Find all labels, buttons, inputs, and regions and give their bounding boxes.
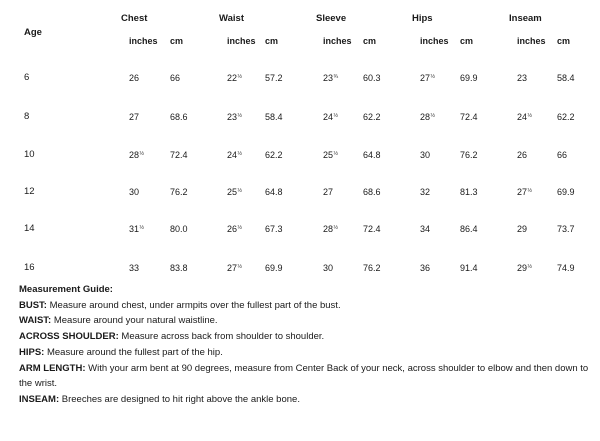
cm-cell: 62.2	[363, 112, 381, 122]
cm-cell: 62.2	[265, 150, 283, 160]
cm-cell: 64.8	[363, 150, 381, 160]
cm-cell: 66	[557, 150, 568, 160]
inches-cell	[227, 223, 242, 237]
guide-item-text: Measure around your natural waistline.	[51, 315, 218, 327]
inches-cell	[420, 111, 435, 125]
guide-title: Measurement Guide:	[19, 284, 113, 295]
unit-header-hips-inches: inches	[420, 36, 449, 46]
inches-whole: 32	[420, 187, 431, 197]
inches-fraction: ½	[139, 151, 145, 157]
guide-item-label: INSEAM:	[19, 393, 60, 405]
column-header-inseam: Inseam	[509, 13, 542, 24]
unit-header-chest-inches: inches	[129, 36, 158, 46]
guide-item	[19, 392, 594, 408]
inches-cell	[129, 149, 144, 163]
inches-whole: 27	[517, 187, 528, 197]
cm-cell: 91.4	[460, 263, 478, 273]
inches-cell	[323, 186, 333, 198]
inches-cell	[129, 72, 139, 84]
inches-cell	[420, 149, 430, 161]
inches-fraction: ½	[237, 188, 243, 194]
cm-cell: 81.3	[460, 187, 478, 197]
guide-item-text: Measure around the fullest part of the hip.	[44, 346, 223, 358]
unit-header-inseam-inches: inches	[517, 36, 546, 46]
cm-cell: 72.4	[363, 224, 381, 234]
inches-fraction: ½	[527, 188, 533, 194]
inches-fraction: ½	[430, 113, 436, 119]
cm-cell: 69.9	[460, 73, 478, 83]
inches-cell	[517, 262, 532, 276]
inches-whole: 30	[420, 150, 431, 160]
inches-whole: 30	[323, 263, 334, 273]
inches-whole: 27	[227, 263, 238, 273]
inches-whole: 26	[227, 224, 238, 234]
guide-item-label: WAIST:	[19, 315, 52, 327]
inches-whole: 24	[323, 112, 334, 122]
age-cell: 16	[24, 262, 35, 273]
inches-whole: 28	[420, 112, 431, 122]
unit-header-inseam-cm: cm	[557, 36, 571, 46]
cm-cell: 74.9	[557, 263, 575, 273]
inches-cell	[227, 149, 242, 163]
unit-header-chest-cm: cm	[170, 36, 184, 46]
inches-whole: 27	[323, 187, 334, 197]
inches-whole: 34	[420, 224, 431, 234]
cm-cell: 76.2	[363, 263, 381, 273]
inches-whole: 23	[517, 73, 528, 83]
age-header: Age	[24, 27, 42, 38]
guide-item-label: ACROSS SHOULDER:	[19, 331, 119, 343]
inches-cell	[323, 111, 338, 125]
inches-whole: 22	[227, 73, 238, 83]
inches-fraction: ½	[333, 113, 339, 119]
inches-cell	[129, 186, 139, 198]
inches-cell	[227, 111, 242, 125]
inches-cell	[420, 186, 430, 198]
age-cell: 10	[24, 149, 35, 160]
inches-whole: 30	[129, 187, 140, 197]
guide-item-label: HIPS:	[19, 346, 45, 358]
unit-header-sleeve-cm: cm	[363, 36, 377, 46]
inches-whole: 27	[129, 112, 140, 122]
inches-whole: 23	[227, 112, 238, 122]
cm-cell: 67.3	[265, 224, 283, 234]
inches-cell	[323, 262, 333, 274]
guide-item	[19, 361, 594, 392]
guide-item-text: Measure across back from shoulder to shoulder.	[118, 331, 325, 343]
column-header-waist: Waist	[219, 13, 244, 24]
inches-whole: 29	[517, 224, 528, 234]
cm-cell: 64.8	[265, 187, 283, 197]
inches-fraction: ½	[237, 113, 243, 119]
age-cell: 8	[24, 111, 30, 122]
cm-cell: 80.0	[170, 224, 188, 234]
guide-item	[19, 313, 594, 329]
guide-item	[19, 345, 594, 361]
inches-whole: 28	[129, 150, 140, 160]
guide-item-label: ARM LENGTH:	[19, 362, 86, 374]
inches-cell	[420, 262, 430, 274]
inches-whole: 24	[227, 150, 238, 160]
inches-fraction: ½	[237, 225, 243, 231]
inches-fraction: ½	[237, 264, 243, 270]
age-cell: 14	[24, 223, 35, 234]
inches-cell	[517, 149, 527, 161]
inches-cell	[129, 111, 139, 123]
measurement-guide	[19, 282, 594, 408]
guide-item-label: BUST:	[19, 299, 47, 311]
inches-cell	[227, 186, 242, 200]
cm-cell: 66	[170, 73, 181, 83]
guide-item	[19, 298, 594, 314]
column-header-chest: Chest	[121, 13, 148, 24]
inches-whole: 28	[323, 224, 334, 234]
inches-whole: 23	[323, 73, 334, 83]
inches-whole: 31	[129, 224, 140, 234]
guide-item-text: With your arm bent at 90 degrees, measure from Center Back of your neck, across shoulder to elbow and then down to the wrist.	[19, 362, 589, 390]
cm-cell: 72.4	[460, 112, 478, 122]
column-header-hips: Hips	[412, 13, 433, 24]
inches-whole: 26	[517, 150, 528, 160]
cm-cell: 83.8	[170, 263, 188, 273]
guide-item-text: Measure around chest, under armpits over the fullest part of the bust.	[46, 299, 341, 311]
inches-cell	[517, 223, 527, 235]
inches-whole: 25	[323, 150, 334, 160]
inches-whole: 33	[129, 263, 140, 273]
inches-cell	[227, 262, 242, 276]
cm-cell: 58.4	[557, 73, 575, 83]
unit-header-hips-cm: cm	[460, 36, 474, 46]
cm-cell: 62.2	[557, 112, 575, 122]
inches-whole: 26	[129, 73, 140, 83]
unit-header-waist-cm: cm	[265, 36, 279, 46]
unit-header-waist-inches: inches	[227, 36, 256, 46]
inches-cell	[323, 149, 338, 163]
inches-cell	[420, 223, 430, 235]
inches-cell	[129, 262, 139, 274]
inches-fraction: ½	[333, 151, 339, 157]
inches-fraction: ½	[333, 225, 339, 231]
column-header-sleeve: Sleeve	[316, 13, 347, 24]
inches-cell	[420, 72, 435, 86]
cm-cell: 76.2	[460, 150, 478, 160]
cm-cell: 73.7	[557, 224, 575, 234]
inches-cell	[517, 111, 532, 125]
inches-cell	[517, 72, 527, 84]
inches-whole: 36	[420, 263, 431, 273]
cm-cell: 68.6	[363, 187, 381, 197]
guide-item-text: Breeches are designed to hit right above the ankle bone.	[59, 393, 300, 405]
inches-fraction: ½	[237, 74, 243, 80]
inches-fraction: ½	[527, 264, 533, 270]
inches-cell	[517, 186, 532, 200]
inches-cell	[227, 72, 242, 86]
inches-whole: 24	[517, 112, 528, 122]
cm-cell: 57.2	[265, 73, 283, 83]
inches-fraction: ½	[430, 74, 436, 80]
inches-whole: 27	[420, 73, 431, 83]
cm-cell: 69.9	[265, 263, 283, 273]
inches-fraction: ½	[527, 113, 533, 119]
cm-cell: 86.4	[460, 224, 478, 234]
inches-fraction: ½	[237, 151, 243, 157]
age-cell: 6	[24, 72, 30, 83]
cm-cell: 69.9	[557, 187, 575, 197]
cm-cell: 72.4	[170, 150, 188, 160]
inches-cell	[323, 223, 338, 237]
guide-item	[19, 329, 594, 345]
inches-whole: 29	[517, 263, 528, 273]
cm-cell: 60.3	[363, 73, 381, 83]
inches-cell	[129, 223, 144, 237]
cm-cell: 58.4	[265, 112, 283, 122]
age-cell: 12	[24, 186, 35, 197]
inches-whole: 25	[227, 187, 238, 197]
inches-fraction: ½	[139, 225, 145, 231]
cm-cell: 76.2	[170, 187, 188, 197]
inches-fraction: ¾	[333, 74, 339, 80]
inches-cell	[323, 72, 338, 86]
cm-cell: 68.6	[170, 112, 188, 122]
unit-header-sleeve-inches: inches	[323, 36, 352, 46]
